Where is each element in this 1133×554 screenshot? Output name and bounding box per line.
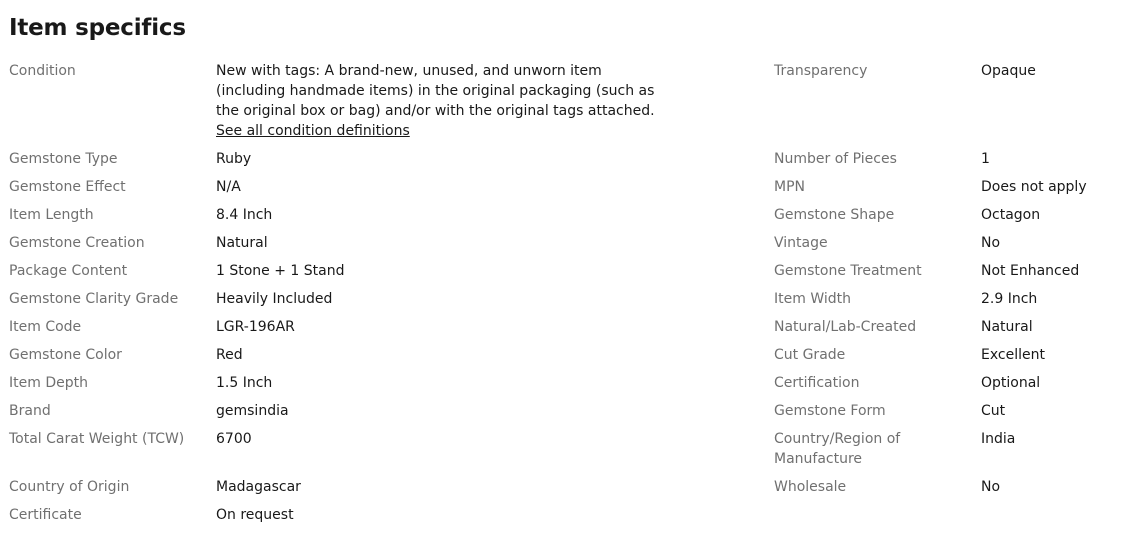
spec-value: Red [216,347,243,363]
spec-value: gemsindia [216,403,289,419]
spec-label: Total Carat Weight (TCW) [9,431,185,447]
spec-value: No [981,479,1001,495]
spec-row [774,233,1129,253]
spec-row [774,401,1129,421]
spec-label: Country of Origin [9,479,130,495]
spec-value: 2.9 Inch [981,291,1038,307]
spec-value: LGR-196AR [216,319,295,335]
specs-right-column [774,61,1129,505]
spec-label: Country/Region of Manufacture [774,431,901,467]
spec-row [774,345,1129,365]
spec-label: Item Length [9,207,94,223]
spec-value: Cut [981,403,1006,419]
spec-row [9,477,689,497]
spec-value: Excellent [981,347,1045,363]
spec-row [774,289,1129,309]
spec-value: Octagon [981,207,1041,223]
spec-label: Gemstone Form [774,403,886,419]
spec-label: Brand [9,403,51,419]
spec-label: MPN [774,179,805,195]
spec-row [9,429,689,449]
specs-left-column [9,61,689,533]
spec-row [9,233,689,253]
spec-row [9,261,689,281]
spec-value: Optional [981,375,1041,391]
spec-value: Natural [981,319,1033,335]
spec-row [774,61,1129,81]
spec-value: Opaque [981,63,1036,79]
spec-label: Item Width [774,291,851,307]
spec-label: Gemstone Treatment [774,263,922,279]
spec-label: Item Code [9,319,82,335]
spec-label: Vintage [774,235,828,251]
see-all-condition-definitions-link[interactable]: See all condition definitions [216,123,410,139]
spec-row [9,505,689,525]
spec-label: Gemstone Creation [9,235,145,251]
spec-label: Gemstone Effect [9,179,126,195]
spec-label: Number of Pieces [774,151,897,167]
spec-value: Madagascar [216,479,301,495]
spec-row [774,149,1129,169]
spec-label: Condition [9,63,76,79]
spec-value: N/A [216,179,241,195]
spec-label: Transparency [774,63,868,79]
spec-label: Cut Grade [774,347,846,363]
spec-value: Does not apply [981,179,1087,195]
spec-row [9,345,689,365]
spec-value: Ruby [216,151,252,167]
spec-value: 1.5 Inch [216,375,273,391]
spec-row [774,373,1129,393]
spec-row [774,261,1129,281]
spec-label: Certification [774,375,860,391]
spec-label: Gemstone Clarity Grade [9,291,179,307]
spec-value: 1 [981,151,990,167]
section-title: Item specifics [9,15,186,41]
spec-label: Gemstone Shape [774,207,895,223]
spec-value: No [981,235,1001,251]
spec-label: Wholesale [774,479,847,495]
spec-value: Not Enhanced [981,263,1080,279]
spec-value: 8.4 Inch [216,207,273,223]
spec-row [774,429,1129,469]
spec-label: Package Content [9,263,128,279]
spec-value: On request [216,507,294,523]
spec-row [9,149,689,169]
spec-row-condition [9,61,689,141]
spec-row [9,401,689,421]
spec-row [9,317,689,337]
spec-row [9,177,689,197]
spec-row [774,477,1129,497]
spec-row [9,289,689,309]
spec-value: India [981,431,1016,447]
spec-value: Heavily Included [216,291,333,307]
spec-row [774,317,1129,337]
spec-label: Item Depth [9,375,88,391]
spec-label: Gemstone Type [9,151,118,167]
spec-label: Certificate [9,507,82,523]
spec-label: Natural/Lab-Created [774,319,917,335]
spec-value: 6700 [216,431,252,447]
spec-label: Gemstone Color [9,347,122,363]
spec-row [9,205,689,225]
condition-text: New with tags: A brand-new, unused, and unworn item (including handmade items) in the original packaging (such as the original box or bag) and/or with the original tags attached. [216,63,655,119]
spec-value [216,61,674,141]
spec-row [774,205,1129,225]
spec-row [774,177,1129,197]
spec-value: Natural [216,235,268,251]
spec-row [9,373,689,393]
spec-value: 1 Stone + 1 Stand [216,263,345,279]
